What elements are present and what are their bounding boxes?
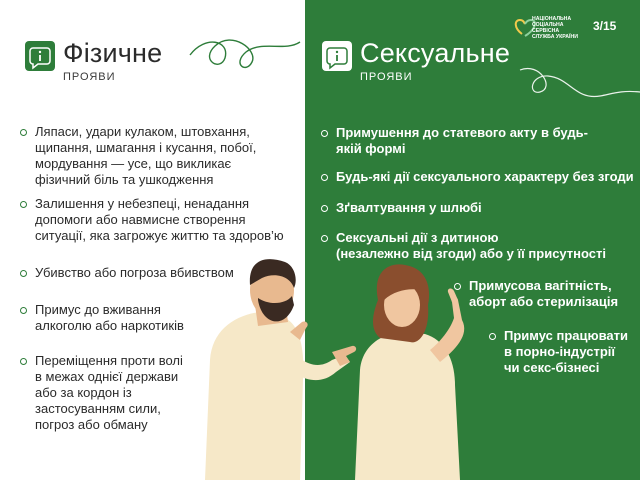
right-subtitle: ПРОЯВИ bbox=[360, 71, 413, 83]
bullet-icon bbox=[321, 130, 328, 137]
left-title: Фізичне bbox=[63, 38, 163, 68]
list-item: Примус до вживання алкоголю або наркотиків bbox=[35, 302, 184, 333]
bullet-icon bbox=[20, 270, 27, 277]
info-bubble-icon bbox=[25, 41, 55, 71]
info-bubble-icon bbox=[322, 41, 352, 71]
list-item: Примусова вагітність, аборт або стерилізація bbox=[469, 278, 619, 309]
list-item: Примус працювати в порно-індустрії чи секс-бізнесі bbox=[504, 328, 628, 375]
list-item: Переміщення проти волі в межах однієї держави або за кордон із застосуванням сили, погроз або обману bbox=[35, 353, 183, 432]
page-number: 3/15 bbox=[593, 19, 617, 33]
list-item: Ляпаси, удари кулаком, штовхання, щипання, шмагання і кусання, побої, мордування — усе, що викликає фізичний біль та ушкодження bbox=[35, 124, 257, 187]
bullet-icon bbox=[20, 201, 27, 208]
bullet-icon bbox=[20, 358, 27, 365]
list-item: Примушення до статевого акту в будь- якій формі bbox=[336, 125, 588, 156]
bullet-icon bbox=[454, 283, 461, 290]
logo-text: НАЦІОНАЛЬНА СОЦІАЛЬНА СЕРВІСНА СЛУЖБА УКРАЇНИ bbox=[532, 16, 578, 40]
list-item: Залишення у небезпеці, ненадання допомоги або навмисне створення ситуації, яка загрожує життю та здоров’ю bbox=[35, 196, 284, 243]
list-item: Сексуальні дії з дитиною (незалежно від згоди) або у її присутності bbox=[336, 230, 607, 261]
bullet-icon bbox=[20, 307, 27, 314]
bullet-icon bbox=[321, 205, 328, 212]
bullet-icon bbox=[489, 333, 496, 340]
list-item: Убивство або погроза вбивством bbox=[35, 265, 234, 280]
bullet-icon bbox=[20, 129, 27, 136]
left-subtitle: ПРОЯВИ bbox=[63, 71, 116, 83]
bullet-icon bbox=[321, 174, 328, 181]
list-item: Будь-які дії сексуального характеру без згоди bbox=[336, 169, 634, 184]
right-title: Сексуальне bbox=[360, 38, 511, 68]
list-item: Зґвалтування у шлюбі bbox=[336, 200, 482, 215]
bullet-icon bbox=[321, 235, 328, 242]
